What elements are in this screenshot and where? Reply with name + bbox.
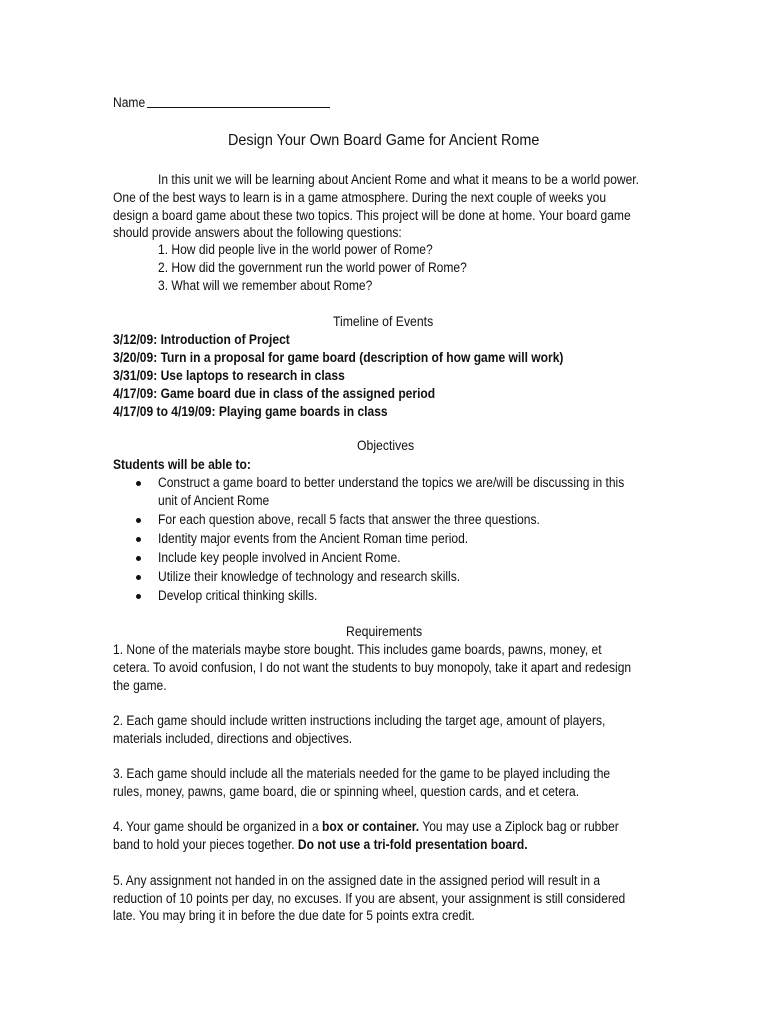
timeline-event: 3/20/09: Turn in a proposal for game board (description of how game will work) <box>113 350 564 365</box>
requirement-line <box>113 836 528 854</box>
requirement-line: 2. Each game should include written instructions including the target age, amount of players, <box>113 713 606 728</box>
requirement-line: 3. Each game should include all the materials needed for the game to be played including the <box>113 766 611 781</box>
requirement-line <box>113 818 619 836</box>
requirement-line: materials included, directions and objectives. <box>113 731 353 746</box>
requirement-text: band to hold your pieces together. <box>113 837 298 852</box>
bullet-icon <box>136 537 141 542</box>
objective-item: For each question above, recall 5 facts that answer the three questions. <box>158 512 540 527</box>
requirement-text: You may use a Ziplock bag or rubber <box>419 819 619 834</box>
requirement-line: reduction of 10 points per day, no excuses. If you are absent, your assignment is still considered <box>113 891 626 906</box>
bullet-icon <box>136 481 141 486</box>
objectives-heading: Objectives <box>357 438 415 453</box>
question-item: 2. How did the government run the world power of Rome? <box>158 260 467 275</box>
objective-item: Identity major events from the Ancient Roman time period. <box>158 531 469 546</box>
timeline-heading: Timeline of Events <box>333 314 434 329</box>
requirement-line: late. You may bring it in before the due date for 5 points extra credit. <box>113 908 475 923</box>
bullet-icon <box>136 575 141 580</box>
name-label: Name <box>113 95 146 110</box>
requirement-text: 4. Your game should be organized in a <box>113 819 323 834</box>
requirement-emphasis: Do not use a tri-fold presentation board. <box>297 837 528 852</box>
objective-item: Include key people involved in Ancient Rome. <box>158 550 401 565</box>
timeline-event: 4/17/09: Game board due in class of the assigned period <box>113 386 436 401</box>
objective-item: Construct a game board to better understand the topics we are/will be discussing in this <box>158 475 625 490</box>
page-title: Design Your Own Board Game for Ancient Rome <box>228 132 540 149</box>
bullet-icon <box>136 594 141 599</box>
requirement-emphasis: box or container. <box>322 819 420 834</box>
objective-item: unit of Ancient Rome <box>158 493 270 508</box>
requirement-line: rules, money, pawns, game board, die or spinning wheel, question cards, and et cetera. <box>113 784 580 799</box>
requirement-line: 5. Any assignment not handed in on the assigned date in the assigned period will result in a <box>113 873 601 888</box>
intro-line: In this unit we will be learning about Ancient Rome and what it means to be a world power. <box>158 172 640 187</box>
name-underline <box>147 107 330 108</box>
requirement-line: 1. None of the materials maybe store bought. This includes game boards, pawns, money, et <box>113 642 602 657</box>
timeline-event: 4/17/09 to 4/19/09: Playing game boards in class <box>113 404 388 419</box>
question-item: 3. What will we remember about Rome? <box>158 278 373 293</box>
requirements-heading: Requirements <box>346 624 423 639</box>
bullet-icon <box>136 518 141 523</box>
question-item: 1. How did people live in the world power of Rome? <box>158 242 433 257</box>
objective-item: Utilize their knowledge of technology and research skills. <box>158 569 461 584</box>
bullet-icon <box>136 556 141 561</box>
objectives-intro: Students will be able to: <box>113 457 251 472</box>
intro-line: One of the best ways to learn is in a game atmosphere. During the next couple of weeks you <box>113 190 607 205</box>
requirement-line: the game. <box>113 678 167 693</box>
timeline-event: 3/31/09: Use laptops to research in class <box>113 368 345 383</box>
intro-line: design a board game about these two topics. This project will be done at home. Your board game <box>113 208 631 223</box>
requirement-line: cetera. To avoid confusion, I do not want the students to buy monopoly, take it apart and redesign <box>113 660 632 675</box>
objective-item: Develop critical thinking skills. <box>158 588 318 603</box>
intro-line: should provide answers about the following questions: <box>113 225 402 240</box>
timeline-event: 3/12/09: Introduction of Project <box>113 332 290 347</box>
